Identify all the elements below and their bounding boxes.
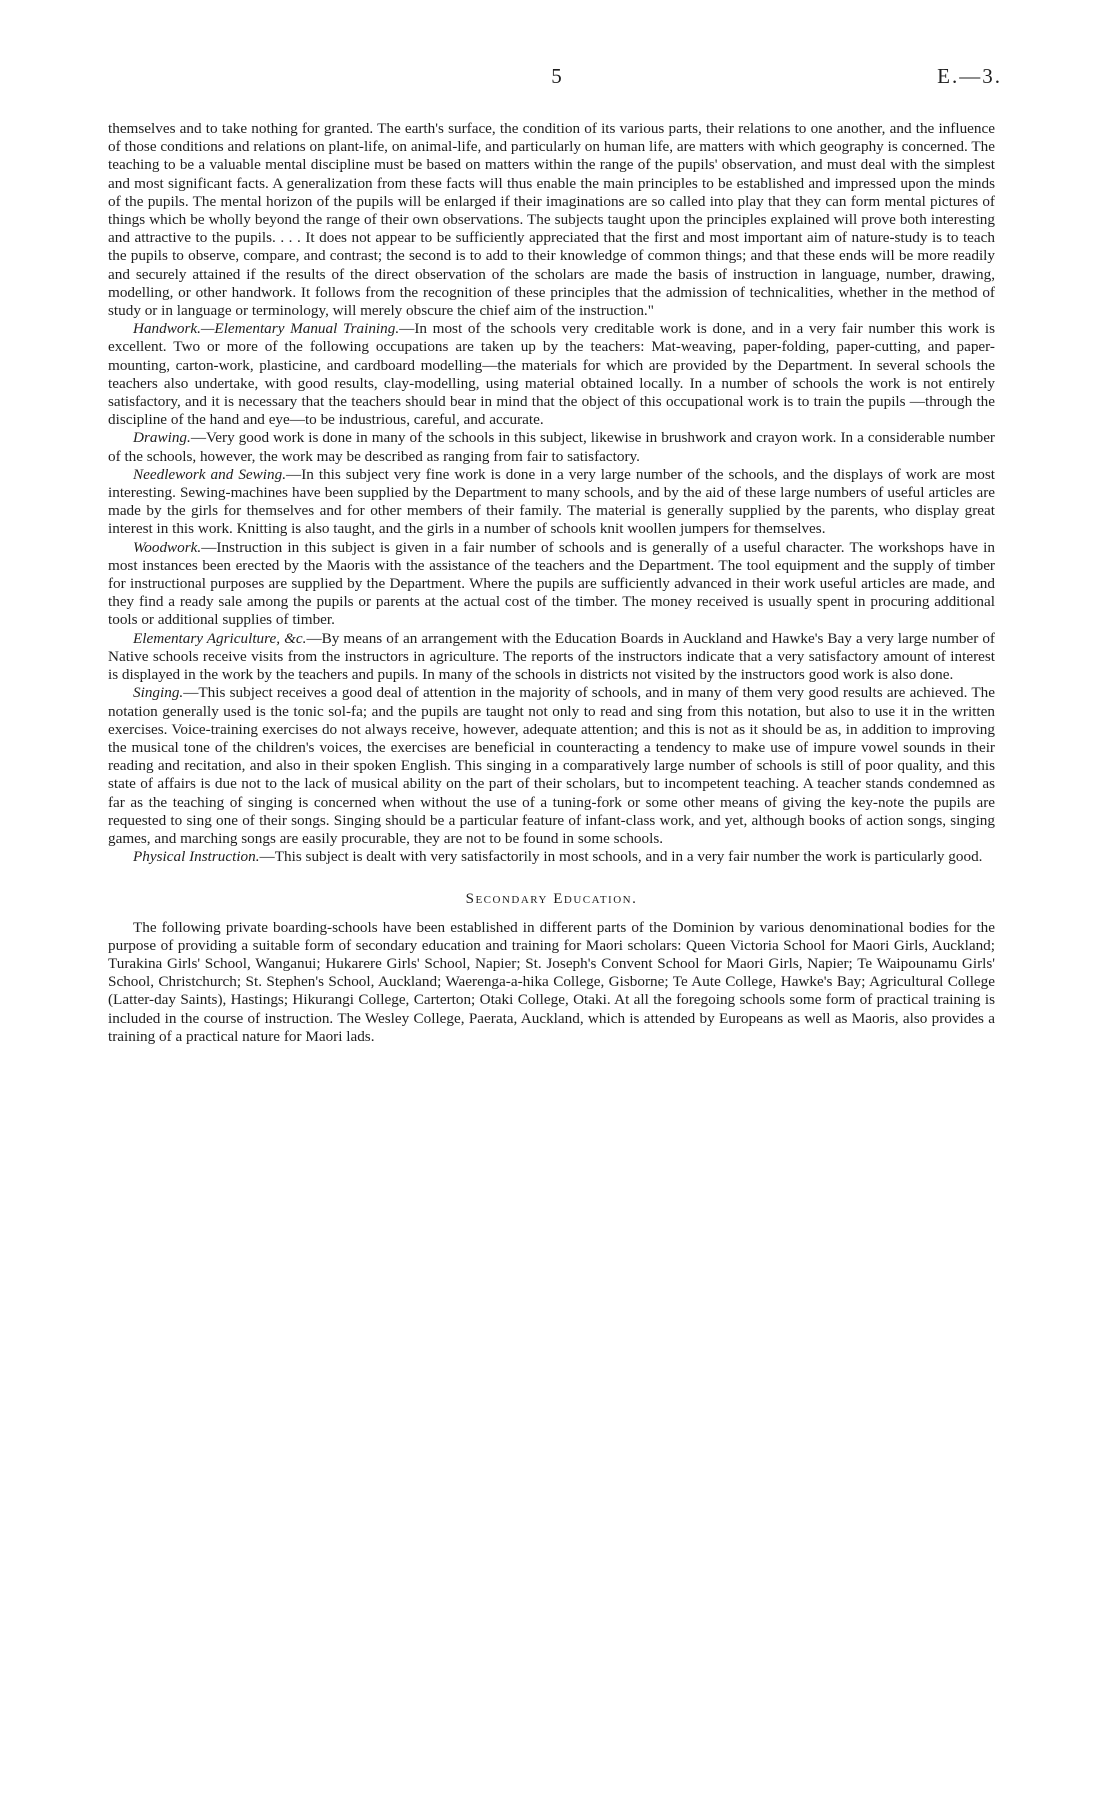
paragraph-geography: themselves and to take nothing for granted. The earth's surface, the condition of its various parts, their relations to one another, and the influence of those conditions and relations on plant-life, on animal-life, and particularly on human life, are matters with which geography is concerned. The teaching to be a valuable mental discipline must be based on matters within the range of the pupils' observation, and must deal with the simplest and most significant facts. A generalization from these facts will thus enable the main principles to be established and impressed upon the minds of the pupils. The mental horizon of the pupils will be enlarged if their imaginations are so called into play that they can form mental pictures of things which be wholly beyond the range of their own observations. The subjects taught upon the principles explained will prove both interesting and attractive to the pupils. . . . It does not appear to be sufficiently appreciated that the first and most important aim of nature-study is to teach the pupils to observe, compare, and contrast; the second is to add to their knowledge of common things; and that these ends will be more readily and securely attained if the results of the direct observation of the scholars are made the basis of instruction in language, number, drawing, modelling, or other handwork. It follows from the recognition of these principles that the admission of technicalities, whether in the method of study or in language or terminology, will merely obscure the chief aim of the instruction." (108, 120, 995, 320)
paragraph-agriculture (108, 630, 995, 685)
paragraph-secondary: The following private boarding-schools have been established in different parts of the Dominion by various denominational bodies for the purpose of providing a suitable form of secondary education and training for Maori scholars: Queen Victoria School for Maori Girls, Auckland; Turakina Girls' School, Wanganui; Hukarere Girls' School, Napier; St. Joseph's Convent School for Maori Girls, Napier; Te Waipounamu Girls' School, Christchurch; St. Stephen's School, Auckland; Waerenga-a-hika College, Gisborne; Te Aute College, Hawke's Bay; Agricultural College (Latter-day Saints), Hastings; Hikurangi College, Carterton; Otaki College, Otaki. At all the foregoing schools some form of practical training is included in the course of instruction. The Wesley College, Paerata, Auckland, which is attended by Europeans as well as Maoris, also provides a training of a practical nature for Maori lads. (108, 918, 995, 1045)
section-body-physical: —This subject is dealt with very satisfactorily in most schools, and in a very fair number the work is particularly good. (259, 848, 983, 866)
section-body-handwork: —In most of the schools very creditable work is done, and in a very fair number this work is excellent. Two or more of the following occupations are taken up by the teachers: Mat-weaving, paper-folding, paper-cutting, and paper-mounting, carton-work, plasticine, and cardboard modelling—the materials for which are provided by the Department. In several schools the teachers also undertake, with good results, clay-modelling, using material obtained locally. In a number of schools the work is not entirely satisfactory, and it is necessary that the teachers should bear in mind that the object of this occupational work is to train the pupils —through the discipline of the hand and eye—to be industrious, careful, and accurate. (108, 320, 995, 429)
paragraph-drawing (108, 429, 995, 465)
series-code: E.—3. (937, 64, 1002, 88)
paragraph-woodwork (108, 539, 995, 630)
body-text (108, 120, 995, 1046)
section-title-physical: Physical Instruction. (133, 848, 260, 866)
page-number: 5 (551, 64, 563, 88)
section-title-woodwork: Woodwork. (133, 538, 202, 556)
section-title-handwork: Handwork.—Elementary Manual Training. (133, 320, 400, 338)
secondary-education-heading: Secondary Education. (465, 891, 638, 908)
paragraph-physical (108, 848, 995, 866)
paragraph-needlework (108, 466, 995, 539)
paragraph-singing (108, 684, 995, 848)
section-title-drawing: Drawing. (133, 429, 191, 447)
section-title-singing: Singing. (133, 684, 184, 702)
page-header (0, 64, 1114, 94)
paragraph-handwork (108, 320, 995, 429)
section-title-agriculture: Elementary Agriculture, &c. (133, 629, 307, 647)
section-body-singing: —This subject receives a good deal of attention in the majority of schools, and in many of them very good results are achieved. The notation generally used is the tonic sol-fa; and the pupils are taught not only to read and sing from this notation, but also to use it in the written exercises. Voice-training exercises do not always receive, however, adequate attention; and this is not as it should be as, in addition to improving the musical tone of the children's voices, the exercises are beneficial in counteracting a tendency to make use of impure vowel sounds in their reading and recitation, and also in their spoken English. This singing in a comparatively large number of schools is still of poor quality, and this state of affairs is due not to the lack of musical ability on the part of their scholars, but to incompetent teaching. A teacher stands condemned as far as the teaching of singing is concerned when without the use of a tuning-fork or some other means of giving the key-note the pupils are requested to sing one of their songs. Singing should be a particular feature of infant-class work, and yet, although books of action songs, singing games, and marching songs are easily procurable, they are not to be found in some schools. (108, 684, 995, 847)
section-body-drawing: —Very good work is done in many of the schools in this subject, likewise in brushwork and crayon work. In a considerable number of the schools, however, the work may be described as ranging from fair to satisfactory. (108, 429, 995, 465)
section-body-woodwork: —Instruction in this subject is given in a fair number of schools and is generally of a useful character. The workshops have in most instances been erected by the Maoris with the assistance of the teachers and the Department. The tool equipment and the supply of timber for instructional purposes are supplied by the Department. Where the pupils are sufficiently advanced in their work useful articles are made, and they find a ready sale among the pupils or parents at the actual cost of the timber. The money received is usually spent in procuring additional tools or additional supplies of timber. (108, 538, 995, 629)
section-body-agriculture: —By means of an arrangement with the Education Boards in Auckland and Hawke's Bay a very large number of Native schools receive visits from the instructors in agriculture. The reports of the instructors indicate that a very satisfactory amount of interest is displayed in the work by the teachers and pupils. In many of the schools in districts not visited by the instructors good work is also done. (108, 629, 995, 684)
section-body-needlework: —In this subject very fine work is done in a very large number of the schools, and the displays of work are most interesting. Sewing-machines have been supplied by the Department to many schools, and by the aid of these large numbers of useful articles are made by the girls for themselves and for other members of their family. The material is generally supplied by the parents, who display great interest in this work. Knitting is also taught, and the girls in a number of schools knit woollen jumpers for themselves. (108, 465, 996, 538)
section-title-needlework: Needlework and Sewing. (133, 465, 286, 483)
